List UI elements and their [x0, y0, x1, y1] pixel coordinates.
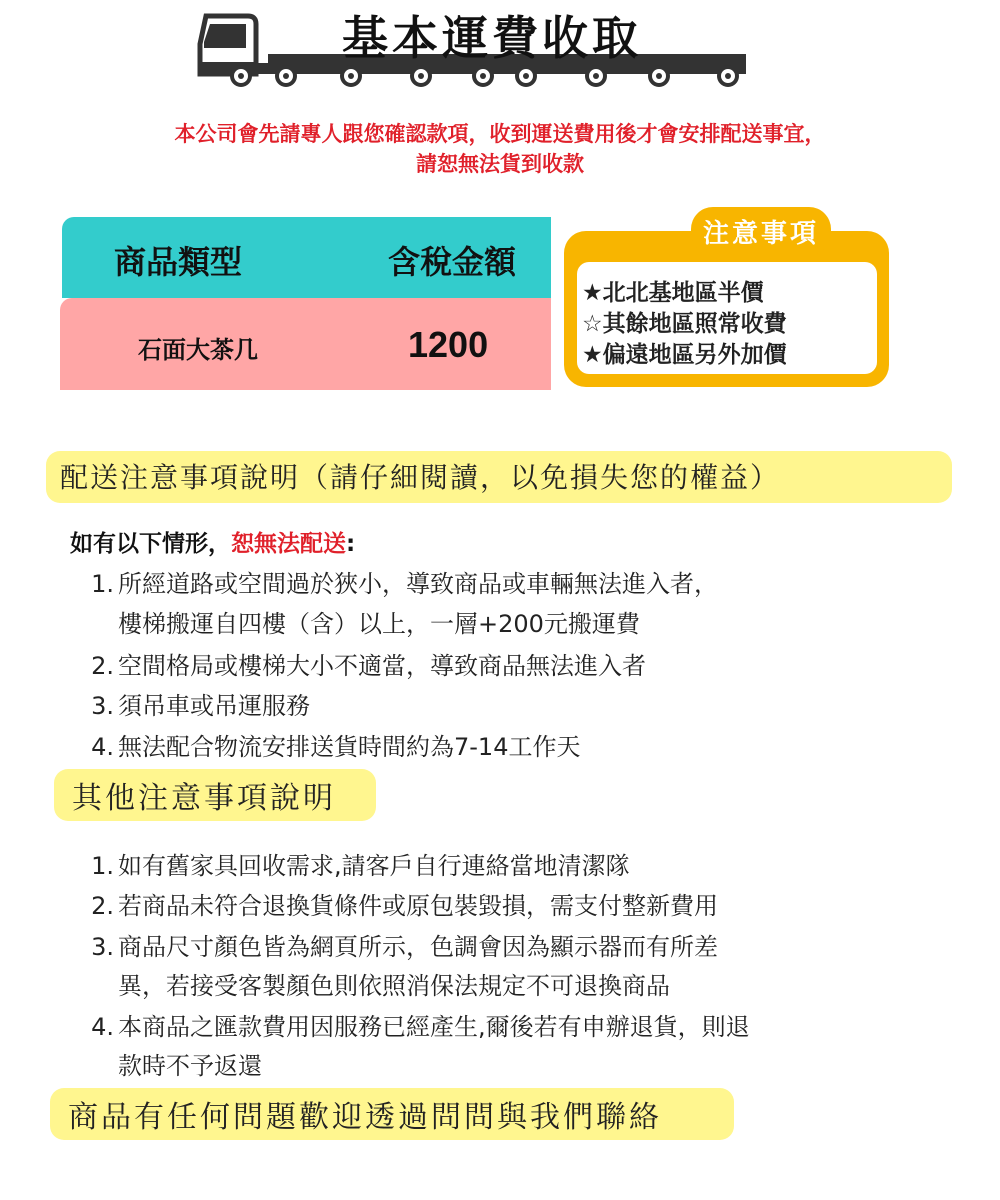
list-item: 4. 無法配合物流安排送貨時間約為7-14工作天 — [91, 733, 581, 761]
other-section-heading: 其他注意事項說明 — [72, 781, 336, 816]
list-item: 1. 所經道路或空間過於狹小，導致商品或車輛無法進入者， — [91, 570, 718, 598]
intro-prefix: 如有以下情形， — [70, 531, 231, 557]
caution-line: ☆其餘地區照常收費 — [582, 311, 787, 337]
list-item: 4. 本商品之匯款費用因服務已經產生,爾後若有申辦退貨，則退 — [91, 1013, 750, 1041]
notice-line-1: 本公司會先請專人跟您確認款項，收到運送費用後才會安排配送事宜， — [174, 122, 826, 146]
intro-suffix: : — [346, 531, 356, 557]
list-item: 1. 如有舊家具回收需求,請客戶自行連絡當地清潔隊 — [91, 852, 630, 880]
footer-text: 商品有任何問題歡迎透過問問與我們聯絡 — [68, 1100, 662, 1135]
product-name: 石面大茶几 — [138, 336, 258, 364]
column-header-price: 含稅金額 — [388, 243, 517, 281]
delivery-intro — [70, 525, 355, 558]
list-item: 2. 若商品未符合退換貨條件或原包裝毀損，需支付整新費用 — [91, 892, 718, 920]
intro-highlight: 恕無法配送 — [231, 531, 346, 557]
caution-tag — [691, 207, 831, 255]
delivery-section-heading: 配送注意事項說明（請仔細閱讀，以免損失您的權益） — [60, 461, 781, 494]
list-item-continuation: 異，若接受客製顏色則依照消保法規定不可退換商品 — [118, 972, 670, 1000]
list-item-continuation: 款時不予返還 — [118, 1052, 262, 1080]
caution-line: ★北北基地區半價 — [582, 280, 764, 306]
list-item-continuation: 樓梯搬運自四樓（含）以上，一層+200元搬運費 — [118, 610, 640, 638]
column-header-product: 商品類型 — [114, 243, 243, 281]
caution-title: 注意事項 — [703, 218, 820, 249]
list-item: 2. 空間格局或樓梯大小不適當，導致商品無法進入者 — [91, 652, 646, 680]
page-title: 基本運費收取 — [342, 11, 642, 65]
notice-line-2: 請恕無法貨到收款 — [416, 152, 584, 176]
caution-line: ★偏遠地區另外加價 — [582, 342, 787, 368]
list-item: 3. 須吊車或吊運服務 — [91, 692, 310, 720]
product-price: 1200 — [408, 324, 489, 365]
list-item: 3. 商品尺寸顏色皆為網頁所示，色調會因為顯示器而有所差 — [91, 933, 718, 961]
